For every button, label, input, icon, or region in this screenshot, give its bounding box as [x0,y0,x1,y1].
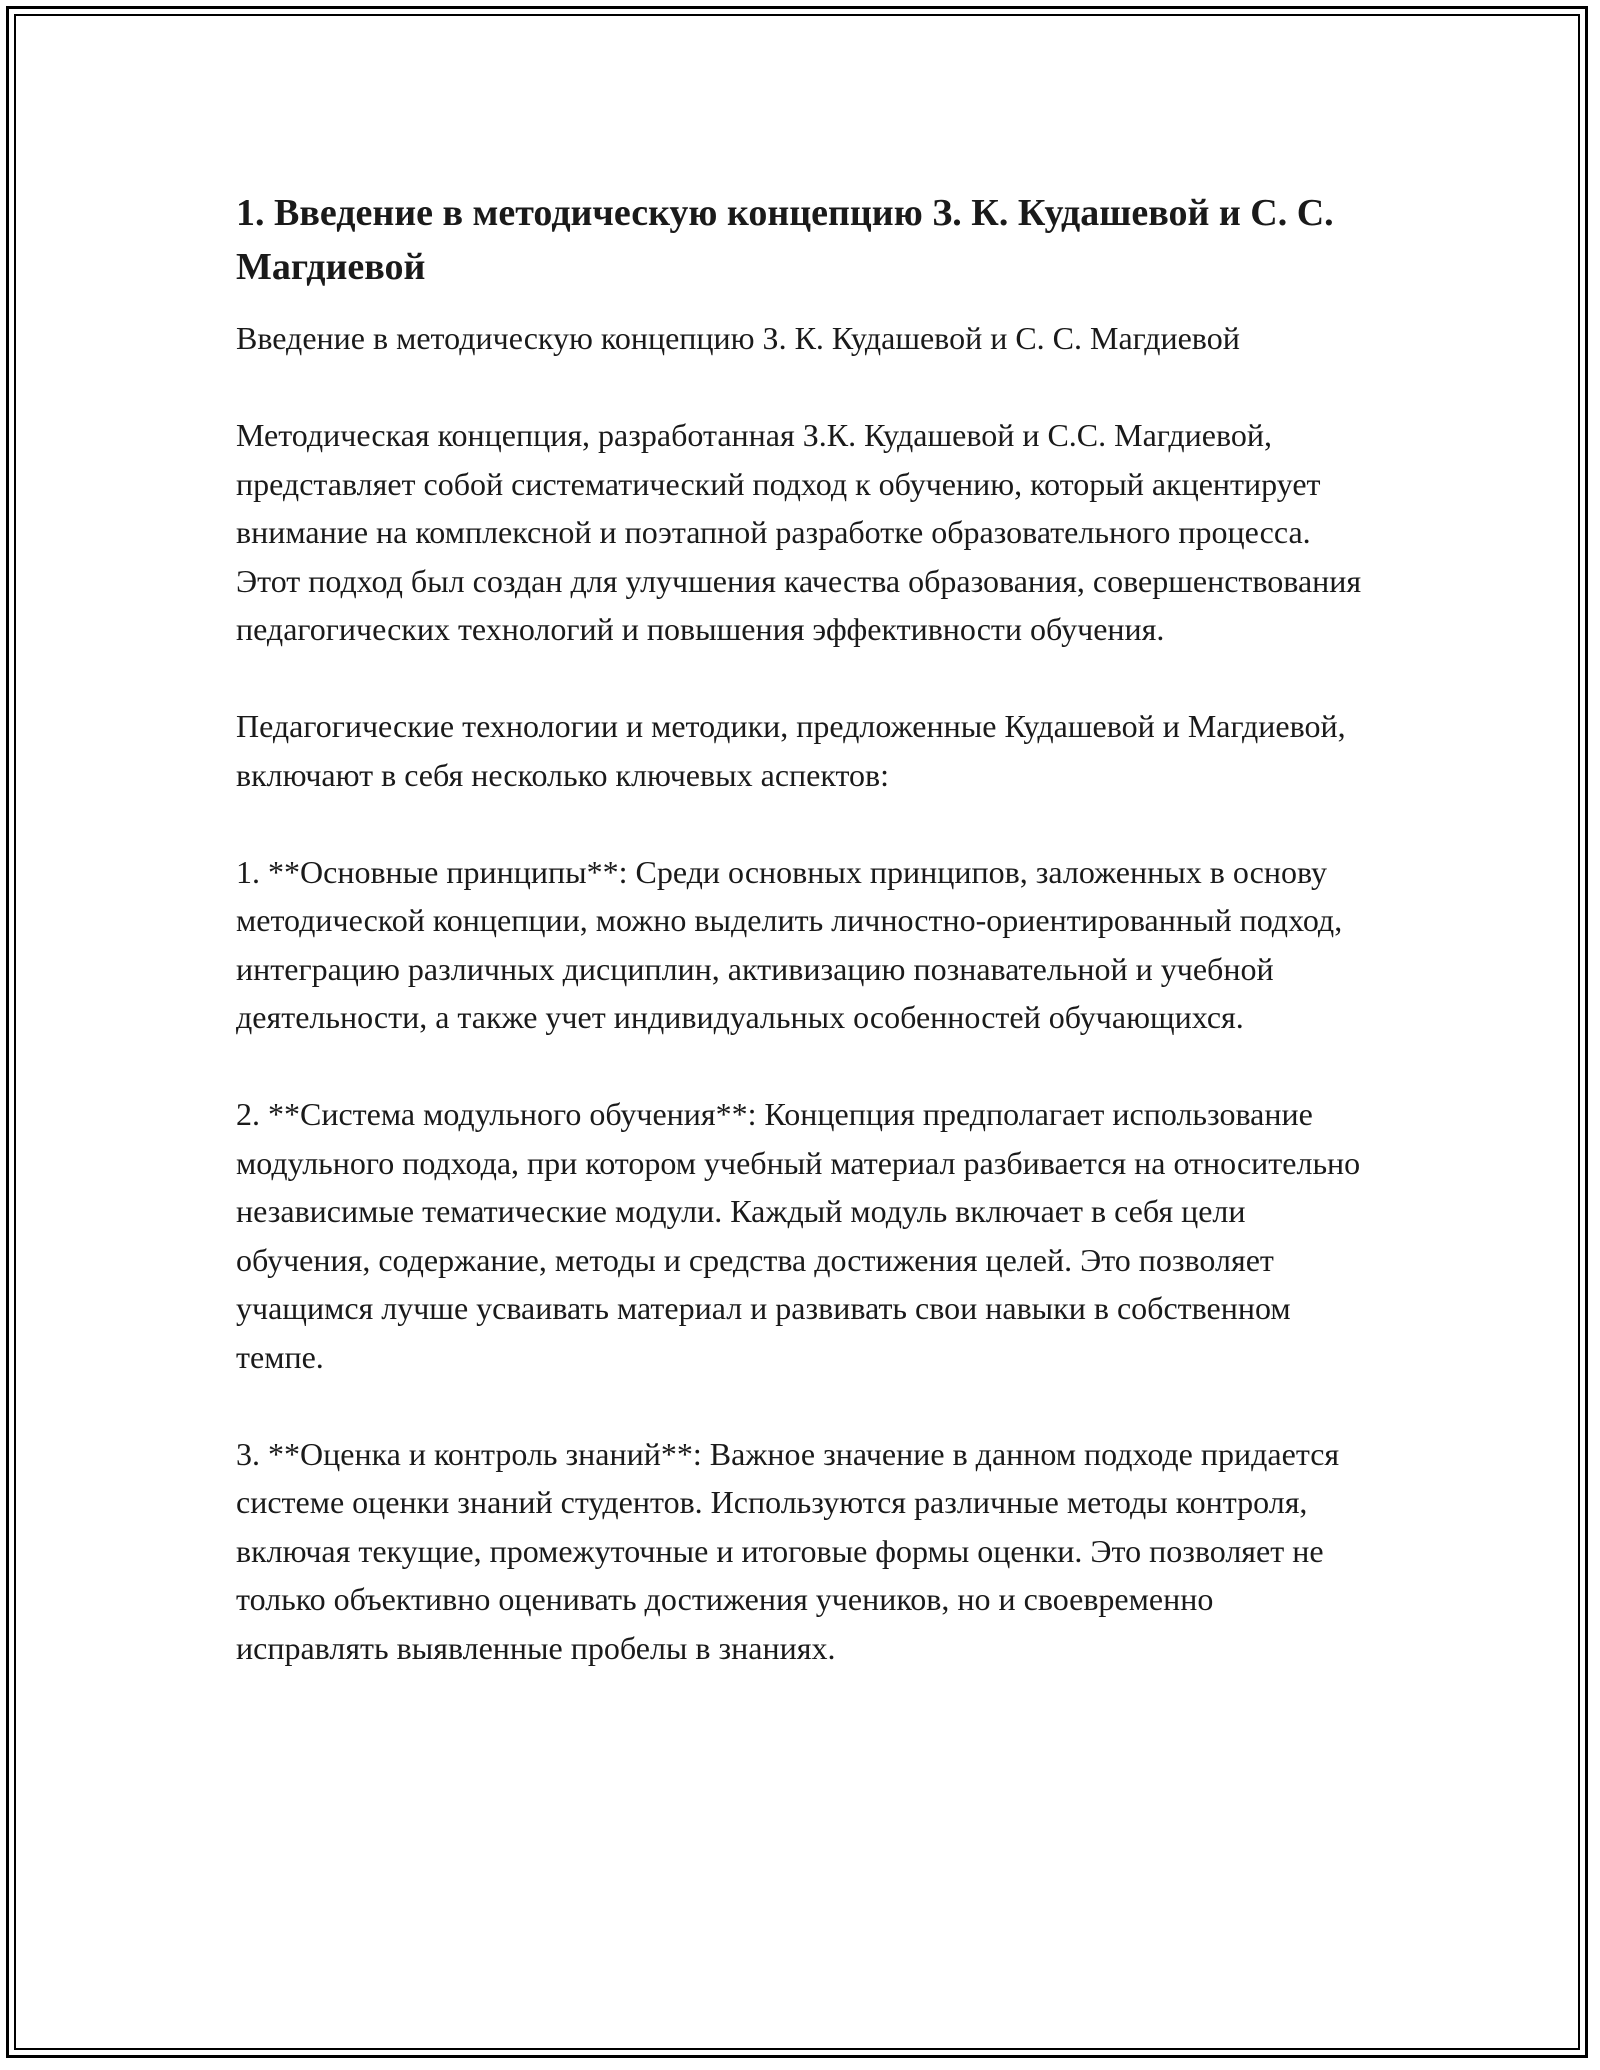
paragraph-assessment: 3. **Оценка и контроль знаний**: Важное значение в данном подходе придается системе оценки знаний студентов. Используются различные методы контроля, включая текущие, промежуточные и итоговые формы оценки. Это позволяет не только объективно оценивать достижения учеников, но и своевременно исправлять выявленные пробелы в знаниях. [236,1435,1340,1666]
paragraph-intro-heading: Введение в методическую концепцию З. К. Кудашевой и С. С. Магдиевой [236,320,1240,356]
document-title: 1. Введение в методическую концепцию З. К. Кудашевой и С. С. Магдиевой [236,192,1334,288]
paragraph-modular-learning: 2. **Система модульного обучения**: Концепция предполагает использование модульного подхода, при котором учебный материал разбивается на относительно независимые тематические модули. Каждый модуль включает в себя цели обучения, содержание, методы и средства достижения целей. Это позволяет учащимся лучше усваивать материал и развивать свои навыки в собственном темпе. [236,1096,1361,1375]
paragraph-key-aspects: Педагогические технологии и методики, предложенные Кудашевой и Магдиевой, включают в себя несколько ключевых аспектов: [236,708,1346,793]
paragraph-concept-description: Методическая концепция, разработанная З.К. Кудашевой и С.С. Магдиевой, представляет собой систематический подход к обучению, который акцентирует внимание на комплексной и поэтапной разработке образовательного процесса. Этот подход был создан для улучшения качества образования, совершенствования педагогических технологий и повышения эффективности обучения. [236,417,1362,647]
paragraph-basic-principles: 1. **Основные принципы**: Среди основных принципов, заложенных в основу методической концепции, можно выделить личностно-ориентированный подход, интеграцию различных дисциплин, активизацию познавательной и учебной деятельности, а также учет индивидуальных особенностей обучающихся. [236,853,1343,1035]
document-body [236,186,1366,1721]
